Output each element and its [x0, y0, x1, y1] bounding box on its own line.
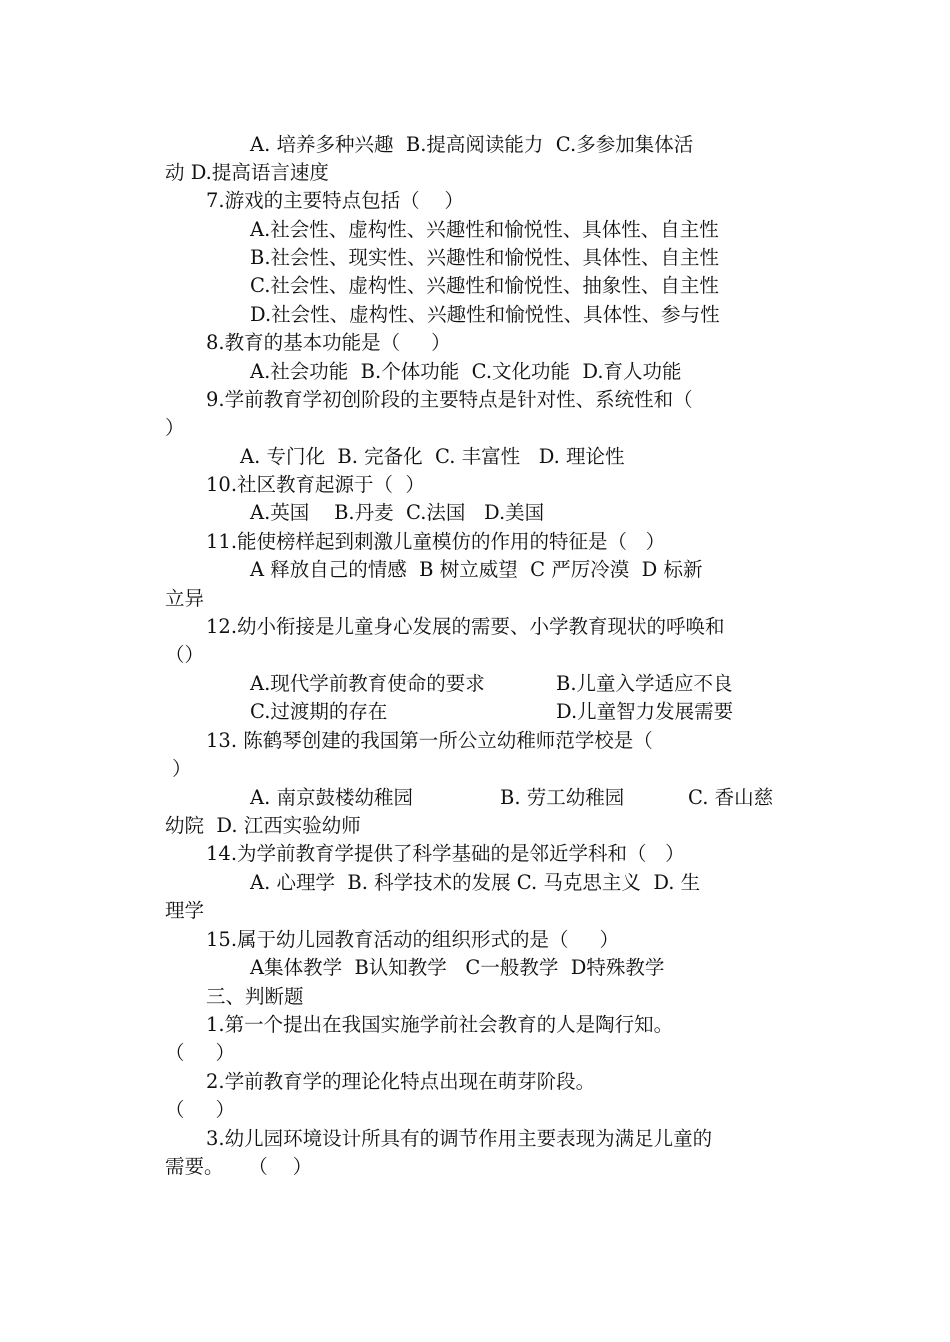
q7-option-d: D.社会性、虚构性、兴趣性和愉悦性、具体性、参与性 [250, 303, 720, 326]
q8-question: 8.教育的基本功能是（ ） [206, 331, 451, 354]
q13-options-line2: 幼院 D. 江西实验幼师 [165, 814, 361, 837]
tf1-answer-blank: （ ） [165, 1041, 235, 1064]
q15-question: 15.属于幼儿园教育活动的组织形式的是（ ） [206, 928, 620, 951]
q9-question: 9.学前教育学初创阶段的主要特点是针对性、系统性和（ [206, 388, 693, 411]
q9-options: A. 专门化 B. 完备化 C. 丰富性 D. 理论性 [240, 445, 625, 468]
q12-option-d: D.儿童智力发展需要 [556, 700, 734, 723]
q11-options-line2: 立异 [165, 587, 205, 610]
q12-option-b: B.儿童入学适应不良 [556, 672, 733, 695]
q11-options-line1: A 释放自己的情感 B 树立威望 C 严厉冷漠 D 标新 [250, 558, 703, 581]
q14-options-line1: A. 心理学 B. 科学技术的发展 C. 马克思主义 D. 生 [250, 871, 701, 894]
q12-option-c: C.过渡期的存在 [250, 700, 388, 723]
q9-question-cont: ） [165, 416, 185, 439]
q13-option-b: B. 劳工幼稚园 [500, 786, 625, 809]
q15-options: A集体教学 B认知教学 C一般教学 D特殊教学 [250, 956, 665, 979]
q14-options-line2: 理学 [165, 899, 205, 922]
q13-question: 13. 陈鹤琴创建的我国第一所公立幼稚师范学校是（ [206, 729, 653, 752]
q10-question: 10.社区教育起源于（ ） [206, 473, 425, 496]
q13-question-cont: ） [172, 757, 192, 780]
tf2-answer-blank: （ ） [165, 1098, 235, 1121]
q14-question: 14.为学前教育学提供了科学基础的是邻近学科和（ ） [206, 842, 685, 865]
q7-option-c: C.社会性、虚构性、兴趣性和愉悦性、抽象性、自主性 [250, 274, 719, 297]
q6-options-line1: A. 培养多种兴趣 B.提高阅读能力 C.多参加集体活 [250, 133, 694, 156]
q10-options: A.英国 B.丹麦 C.法国 D.美国 [250, 501, 545, 524]
q6-options-line2: 动 D.提高语言速度 [165, 161, 329, 184]
tf3-statement: 3.幼儿园环境设计所具有的调节作用主要表现为满足儿童的 [206, 1127, 713, 1150]
q12-question-cont: （） [165, 643, 205, 666]
q7-question: 7.游戏的主要特点包括（ ） [206, 189, 464, 212]
q11-question: 11.能使榜样起到刺激儿童模仿的作用的特征是（ ） [206, 530, 666, 553]
tf2-statement: 2.学前教育学的理论化特点出现在萌芽阶段。 [206, 1070, 596, 1093]
q12-question: 12.幼小衔接是儿童身心发展的需要、小学教育现状的呼唤和 [206, 615, 725, 638]
q12-option-a: A.现代学前教育使命的要求 [250, 672, 485, 695]
q13-option-a: A. 南京鼓楼幼稚园 [250, 786, 413, 809]
tf1-statement: 1.第一个提出在我国实施学前社会教育的人是陶行知。 [206, 1013, 674, 1036]
tf3-statement-cont: 需要。 （ ） [165, 1155, 313, 1178]
q8-options: A.社会功能 B.个体功能 C.文化功能 D.育人功能 [250, 360, 682, 383]
q7-option-b: B.社会性、现实性、兴趣性和愉悦性、具体性、自主性 [250, 246, 720, 269]
q13-option-c: C. 香山慈 [688, 786, 774, 809]
section-heading-true-false: 三、判断题 [206, 985, 304, 1008]
q7-option-a: A.社会性、虚构性、兴趣性和愉悦性、具体性、自主性 [250, 218, 719, 241]
